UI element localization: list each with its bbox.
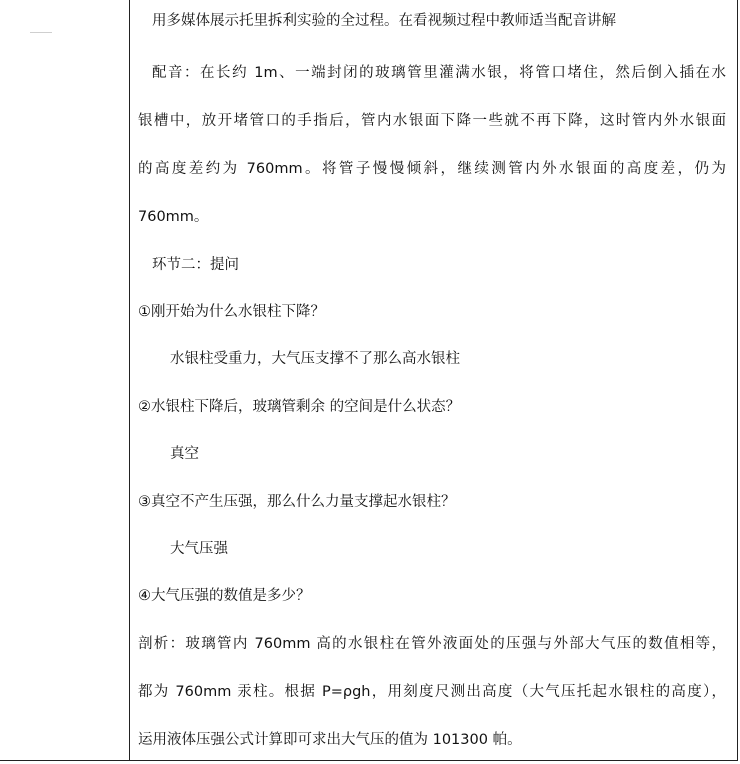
analysis-line-3: 运用液体压强公式计算即可求出大气压的值为 101300 帕。 [138,732,522,748]
question-2: ②水银柱下降后，玻璃管剩余 的空间是什么状态？ [138,399,461,415]
intro-line: 用多媒体展示托里拆利实验的全过程。在看视频过程中教师适当配音讲解 [152,13,616,29]
question-3: ③真空不产生压强，那么什么力量支撑起水银柱？ [138,494,456,510]
table-left-cell [0,0,130,760]
narration-line-1: 配音：在长约 1m、一端封闭的玻璃管里灌满水银，将管口堵住，然后倒入插在水 [152,65,726,81]
section-heading: 环节二：提问 [152,257,239,273]
question-4: ④大气压强的数值是多少？ [138,588,311,604]
answer-1: 水银柱受重力，大气压支撑不了那么高水银柱 [170,351,460,367]
table-bottom-border [0,760,738,761]
answer-2: 真空 [170,446,199,462]
analysis-line-1: 剖析：玻璃管内 760mm 高的水银柱在管外液面处的压强与外部大气压的数值相等， [138,636,726,652]
answer-3: 大气压强 [170,541,228,557]
analysis-line-2: 都为 760mm 汞柱。根据 P=ρgh，用刻度尺测出高度（大气压托起水银柱的高度）， [138,684,726,700]
narration-line-4: 760mm。 [138,209,209,225]
narration-line-3: 的高度差约为 760mm。将管子慢慢倾斜，继续测管内外水银面的高度差，仍为 [138,161,726,177]
narration-line-2: 银槽中，放开堵管口的手指后，管内水银面下降一些就不再下降，这时管内外水银面 [138,113,726,129]
left-cell-mark [30,32,52,33]
question-1: ①刚开始为什么水银柱下降？ [138,304,325,320]
